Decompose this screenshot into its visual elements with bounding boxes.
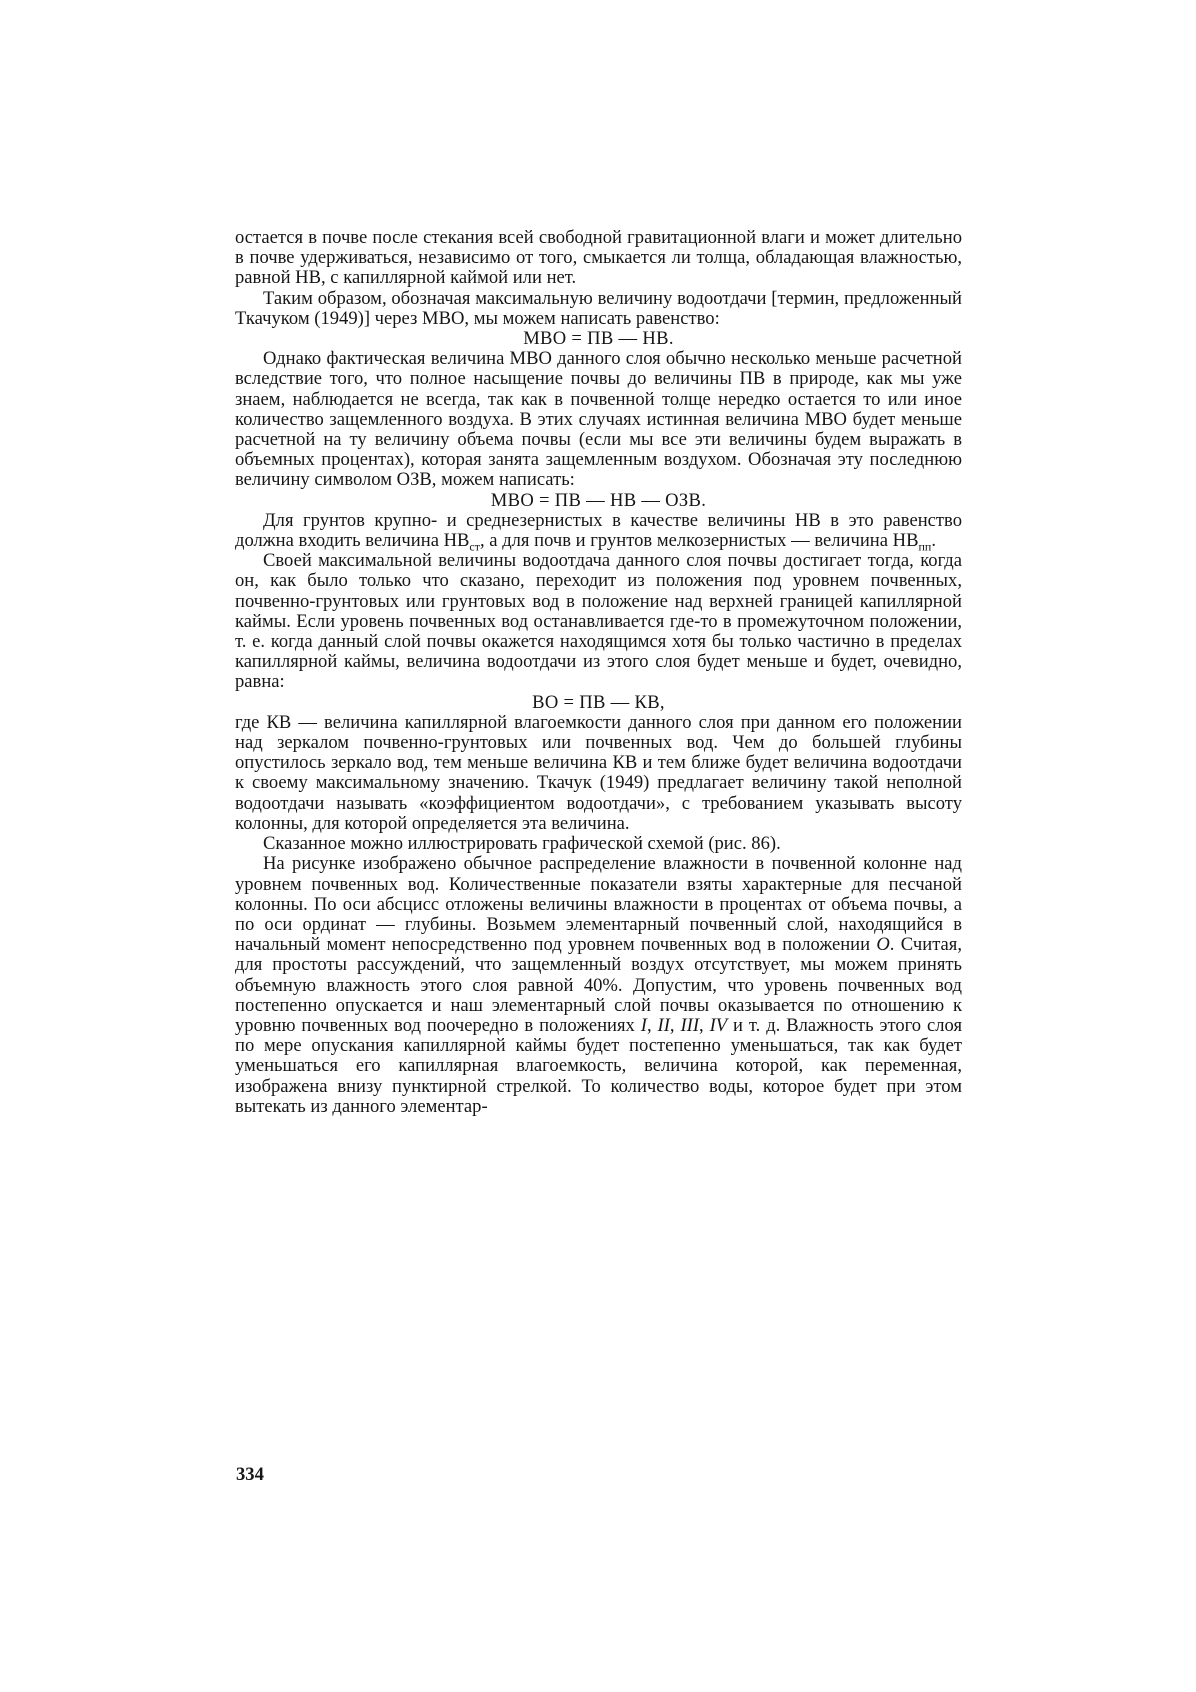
paragraph-4-text-a: Для грунтов крупно- и среднезернистых в качестве величины НВ в это равенство должна входить величина НВ — [235, 509, 962, 552]
paragraph-5: Своей максимальной величины водоотдача данного слоя почвы достигает тогда, когда он, как было только что сказано, переходит из положения под уровнем почвенных, почвенно-грунтовых или грунтовых вод в положение над верхней границей капиллярной каймы. Если уровень почвенных вод останавливается где-то в промежуточном положении, т. е. когда данный слой почвы окажется находящимся хотя бы только частично в пределах капиллярной каймы, величина водоотдачи из этого слоя будет меньше и будет, очевидно, равна: — [235, 550, 962, 693]
position-iii: III — [680, 1014, 700, 1036]
paragraph-7: Сказанное можно иллюстрировать графической схемой (рис. 86). — [263, 833, 781, 855]
position-i: I — [640, 1014, 647, 1036]
paragraph-8-text-b: . Считая, для простоты рассуждений, что защемленный воздух отсутствует, мы можем принять объемную влажность этого слоя равной 40%. Допустим, что уровень почвенных вод постепенно опускается и наш элементарный слой почвы оказывается по отношению к уровню почвенных вод поочередно в положениях — [235, 934, 963, 1036]
paragraph-3: Однако фактическая величина МВО данного слоя обычно несколько меньше расчетной вследствие того, что полное насыщение почвы до величины ПВ в природе, как мы уже знаем, наблюдается не всегда, так как в почвенной толще нередко остается то или иное количество защемленного воздуха. В этих случаях истинная величина МВО будет меньше расчетной на ту величину объема почвы (если мы все эти величины будем выражать в объемных процентах), которая занята защемленным воздухом. Обозначая эту последнюю величину символом ОЗВ, можем написать: — [235, 348, 962, 491]
page-number: 334 — [236, 1464, 264, 1485]
paragraph-4 — [235, 509, 962, 554]
paragraph-8: На рисунке изображено обычное распределение влажности в почвенной колонне над уровнем почвенных вод. Количественные показатели взяты характерные для песчаной колонны. По оси абсцисс отложены величины влажности в процентах от объема почвы, а по оси ординат — глубины. Возьмем элементарный почвенный слой, находящийся в начальный момент непосредственно под уровнем почвенных вод в положении О. Считая, для простоты рассуждений, что защемленный воздух отсутствует, мы можем принять объемную влажность этого слоя равной 40%. Допустим, что уровень почвенных вод постепенно опускается и наш элементарный слой почвы оказывается по отношению к уровню почвенных вод поочередно в положениях I, II, III, IV и т. д. Влажность этого слоя по мере опускания капиллярной каймы будет постепенно уменьшаться, так как будет уменьшаться его капиллярная влагоемкость, величина которой, как переменная, изображена внизу пунктирной стрелкой. То количество воды, которое будет при этом вытекать из данного элементар- — [235, 853, 963, 1117]
paragraph-6: где КВ — величина капиллярной влагоемкости данного слоя при данном его положении над зеркалом почвенно-грунтовых или почвенных вод. Чем до большей глубины опустилось зеркало вод, тем меньше величина КВ и тем ближе будет величина водоотдачи к своему максимальному значению. Ткачук (1949) предлагает величину такой неполной водоотдачи называть «коэффициентом водоотдачи», с требованием указывать высоту колонны, для которой определяется эта величина. — [235, 711, 962, 834]
page-body — [235, 228, 962, 1117]
formula-2: МВО = ПВ — НВ — ОЗВ. — [490, 489, 707, 511]
paragraph-2: Таким образом, обозначая максимальную величину водоотдачи [термин, предложенный Ткачуком (1949)] через МВО, мы можем написать равенство: — [235, 287, 962, 329]
position-o: О — [876, 934, 890, 956]
paragraph-4-text-b: , а для почв и грунтов мелкозернистых — величина НВ — [480, 530, 919, 552]
subscript-pp: пп — [918, 539, 932, 554]
paragraph-8-text-a: На рисунке изображено обычное распределение влажности в почвенной колонне над уровнем почвенных вод. Количественные показатели взяты характерные для песчаной колонны. По оси абсцисс отложены величины влажности в процентах от объема почвы, а по оси ординат — глубины. Возьмем элементарный почвенный слой, находящийся в начальный момент непосредственно под уровнем почвенных вод в положении — [235, 853, 962, 956]
paragraph-8-text-c: и т. д. Влажность этого слоя по мере опускания капиллярной каймы будет постепенно уменьшаться, так как будет уменьшаться его капиллярная влагоемкость, величина которой, как переменная, изображена внизу пунктирной стрелкой. То количество воды, которое будет при этом вытекать из данного элементар- — [235, 1014, 963, 1117]
formula-1: МВО = ПВ — НВ. — [523, 328, 674, 350]
position-ii: II — [657, 1014, 670, 1036]
position-iv: IV — [709, 1014, 728, 1036]
paragraph-4-text-c: . — [931, 530, 936, 552]
formula-3: ВО = ПВ — КВ, — [532, 691, 665, 713]
paragraph-1: остается в почве после стекания всей свободной гравитационной влаги и может длительно в почве удерживаться, независимо от того, смыкается ли толща, обладающая влажностью, равной НВ, с капиллярной каймой или нет. — [235, 227, 962, 289]
subscript-st: ст — [469, 539, 480, 554]
